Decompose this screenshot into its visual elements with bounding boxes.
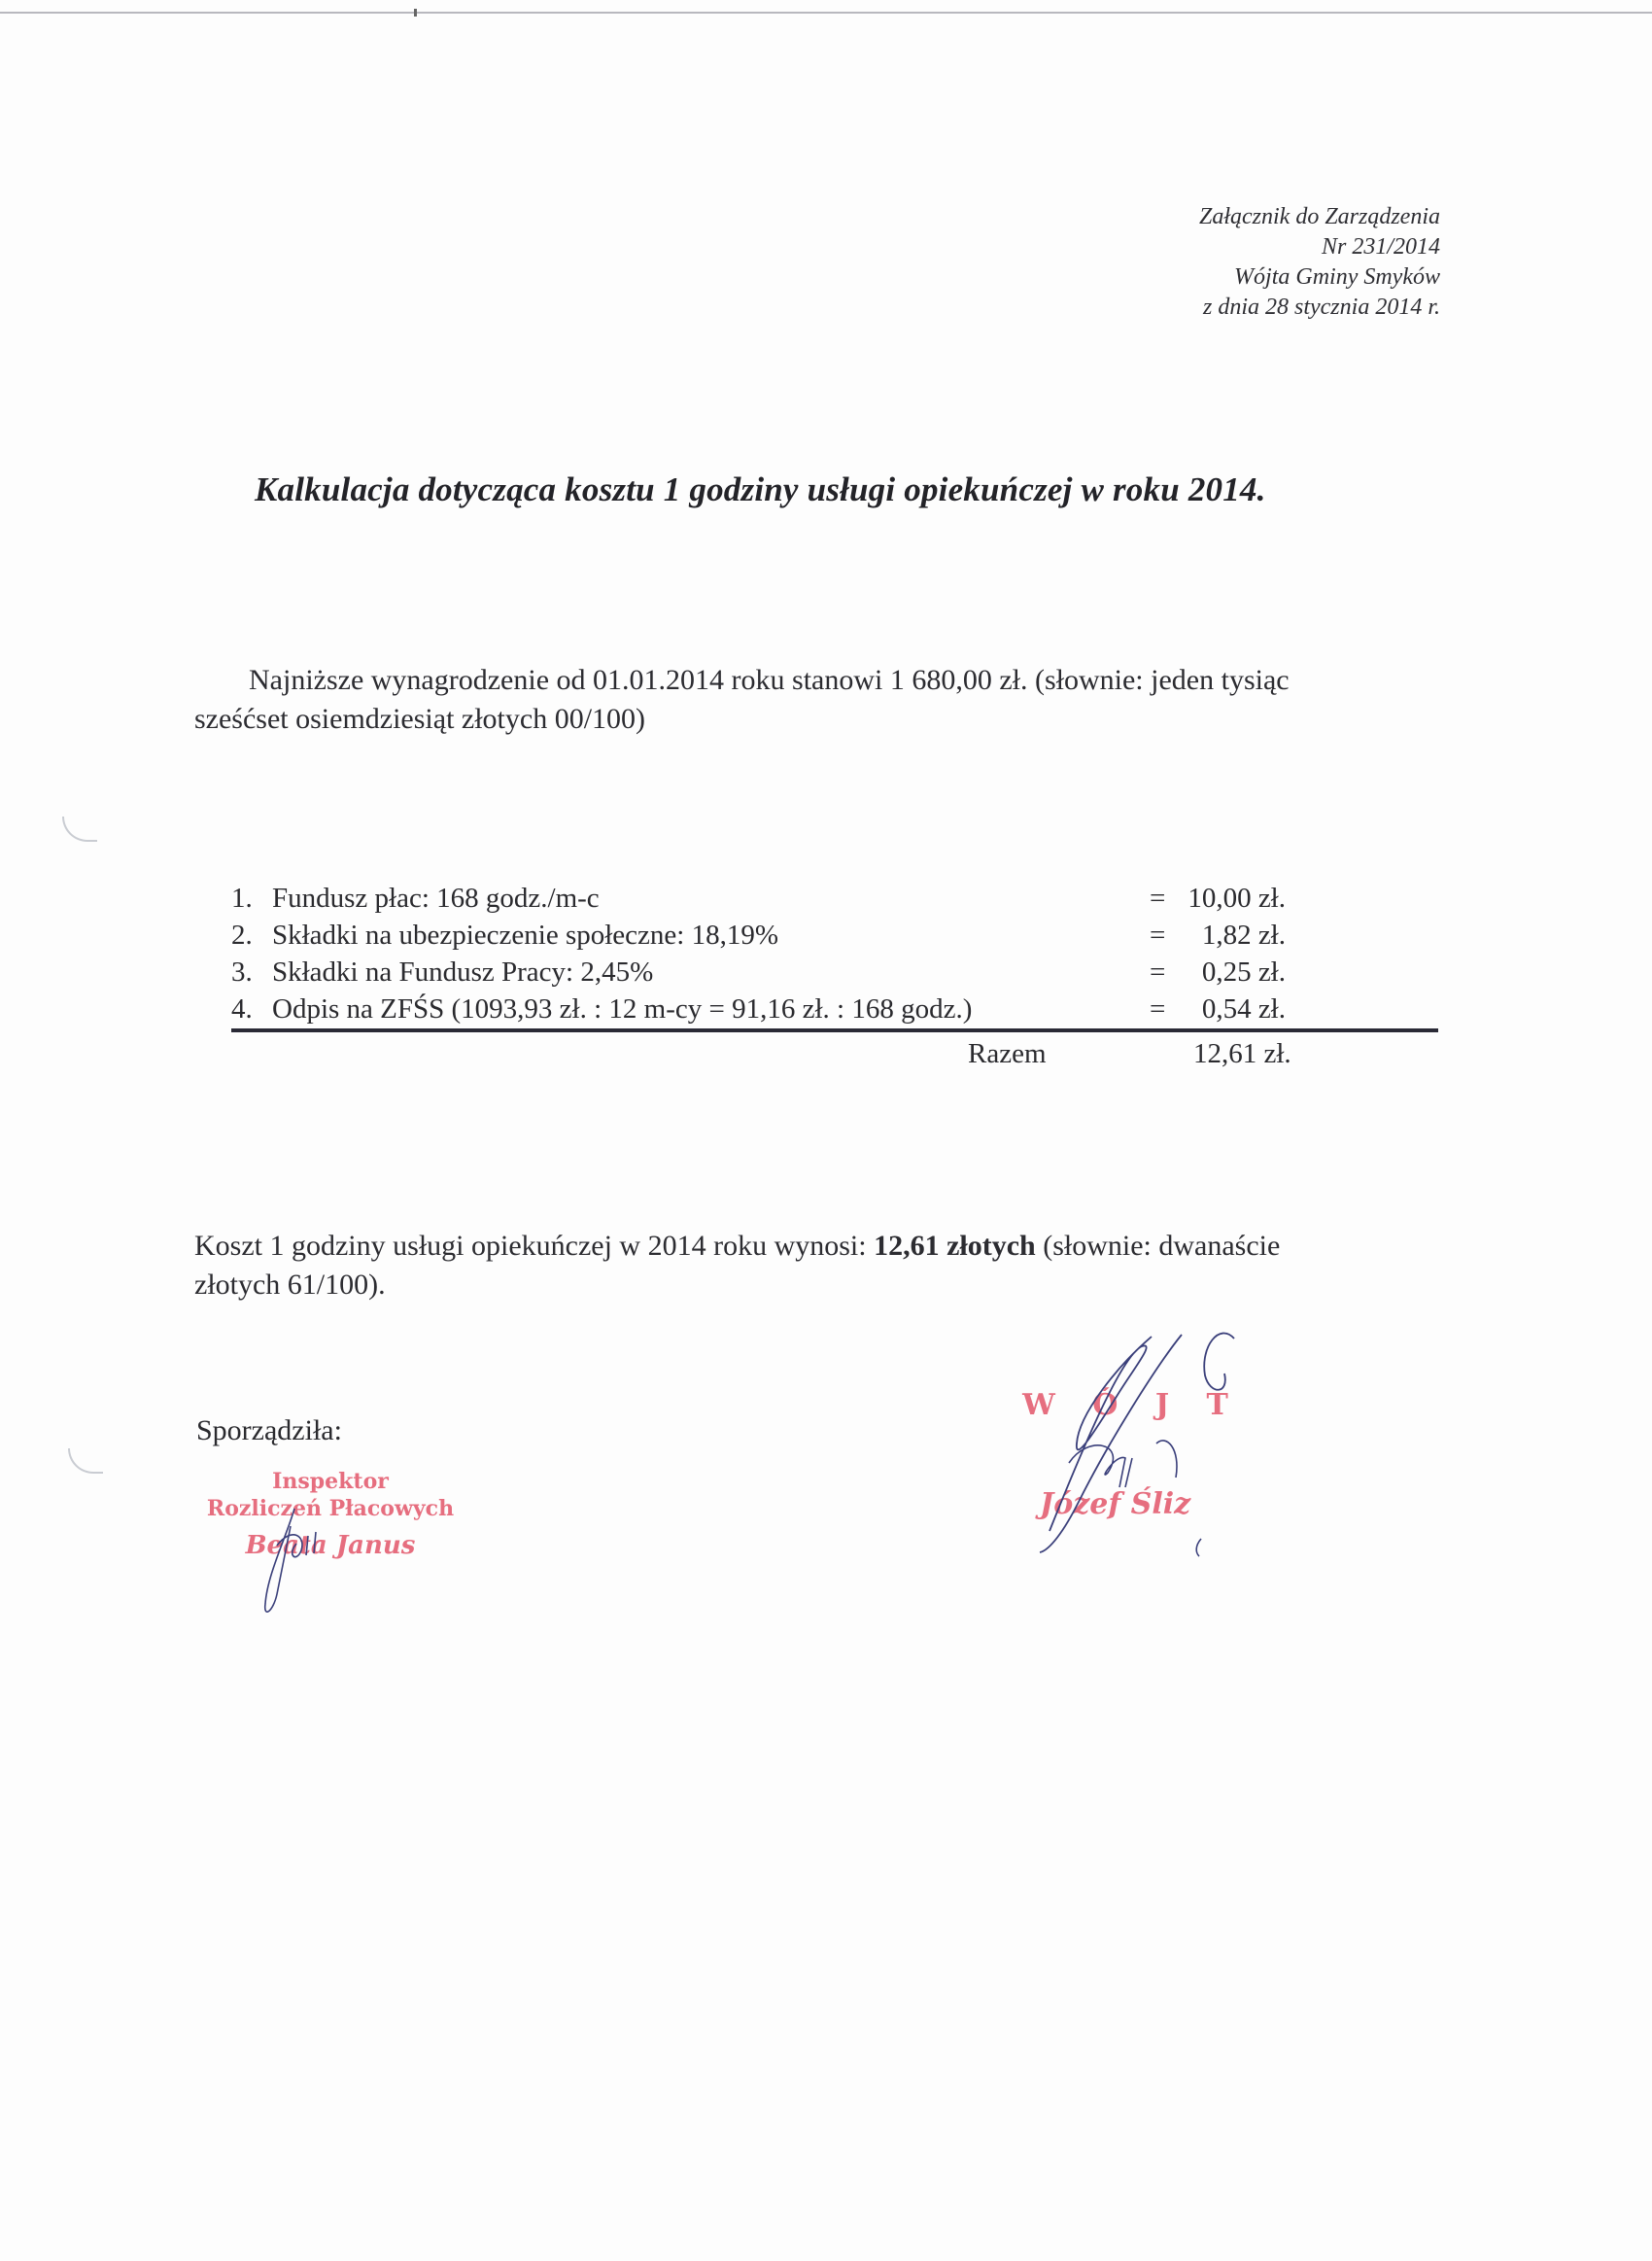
calculation-item [231,957,1436,993]
calculation-item [231,993,1436,1030]
calculation-item [231,920,1436,957]
total-divider [231,1028,1438,1032]
mayor-stamp-name: Józef Śliz [1040,1487,1191,1521]
conclusion-amount: 12,61 złotych [874,1230,1036,1262]
item-equals: = [1150,993,1166,1025]
total-label: Razem [968,1038,1047,1069]
item-number: 2. [231,920,253,951]
preparer-signature [248,1497,355,1623]
item-label: Fundusz płac: 168 godz./m-c [272,883,600,914]
conclusion-prefix: Koszt 1 godziny usługi opiekuńczej w 2014 roku wynosi: [194,1230,875,1262]
intro-line-2: sześćset osiemdziesiąt złotych 00/100) [194,703,646,735]
conclusion-paragraph [194,1227,1463,1304]
item-value: 0,25 zł. [1201,957,1286,988]
annex-line-4: z dnia 28 stycznia 2014 r. [1202,295,1440,320]
item-equals: = [1150,920,1166,951]
mayor-signature [1011,1327,1263,1560]
item-label: Składki na Fundusz Pracy: 2,45% [272,957,654,988]
item-value: 1,82 zł. [1201,920,1286,951]
stamp-line-2: Rozliczeń Płacowych [206,1496,455,1521]
item-value: 0,54 zł. [1201,993,1286,1025]
document-title: Kalkulacja dotycząca kosztu 1 godziny usługi opiekuńczej w roku 2014. [255,470,1266,508]
conclusion-line-2: złotych 61/100). [194,1269,386,1301]
conclusion-suffix: (słownie: dwanaście [1035,1230,1281,1262]
annex-line-2: Nr 231/2014 [1321,234,1440,260]
punch-hole-mark [68,1448,103,1474]
annex-header [1199,202,1440,323]
calculation-item [231,883,1436,920]
conclusion-line-1 [194,1227,1463,1266]
item-equals: = [1150,883,1166,914]
item-label: Składki na ubezpieczenie społeczne: 18,19% [272,920,778,951]
intro-line-1: Najniższe wynagrodzenie od 01.01.2014 roku stanowi 1 680,00 zł. (słownie: jeden tysiąc [249,664,1290,696]
item-number: 3. [231,957,253,988]
calculation-list [231,883,1436,1030]
item-number: 1. [231,883,253,914]
item-equals: = [1150,957,1166,988]
total-value: 12,61 zł. [1193,1038,1291,1069]
annex-line-1: Załącznik do Zarządzenia [1198,204,1440,229]
annex-line-3: Wójta Gminy Smyków [1234,264,1440,290]
prepared-by-label: Sporządziła: [196,1414,342,1446]
intro-paragraph [194,661,1463,739]
punch-hole-mark [62,817,97,842]
stamp-line-1: Inspektor [272,1469,389,1494]
item-label: Odpis na ZFŚS (1093,93 zł. : 12 m-cy = 91,16 zł. : 168 godz.) [272,993,973,1025]
stamp-line-3: Beata Janus [245,1531,416,1560]
scan-top-edge [0,12,1652,14]
scan-mark [414,9,417,17]
item-number: 4. [231,993,253,1025]
mayor-stamp-title: W Ó J T [1022,1388,1242,1422]
item-value: 10,00 zł. [1187,883,1286,914]
